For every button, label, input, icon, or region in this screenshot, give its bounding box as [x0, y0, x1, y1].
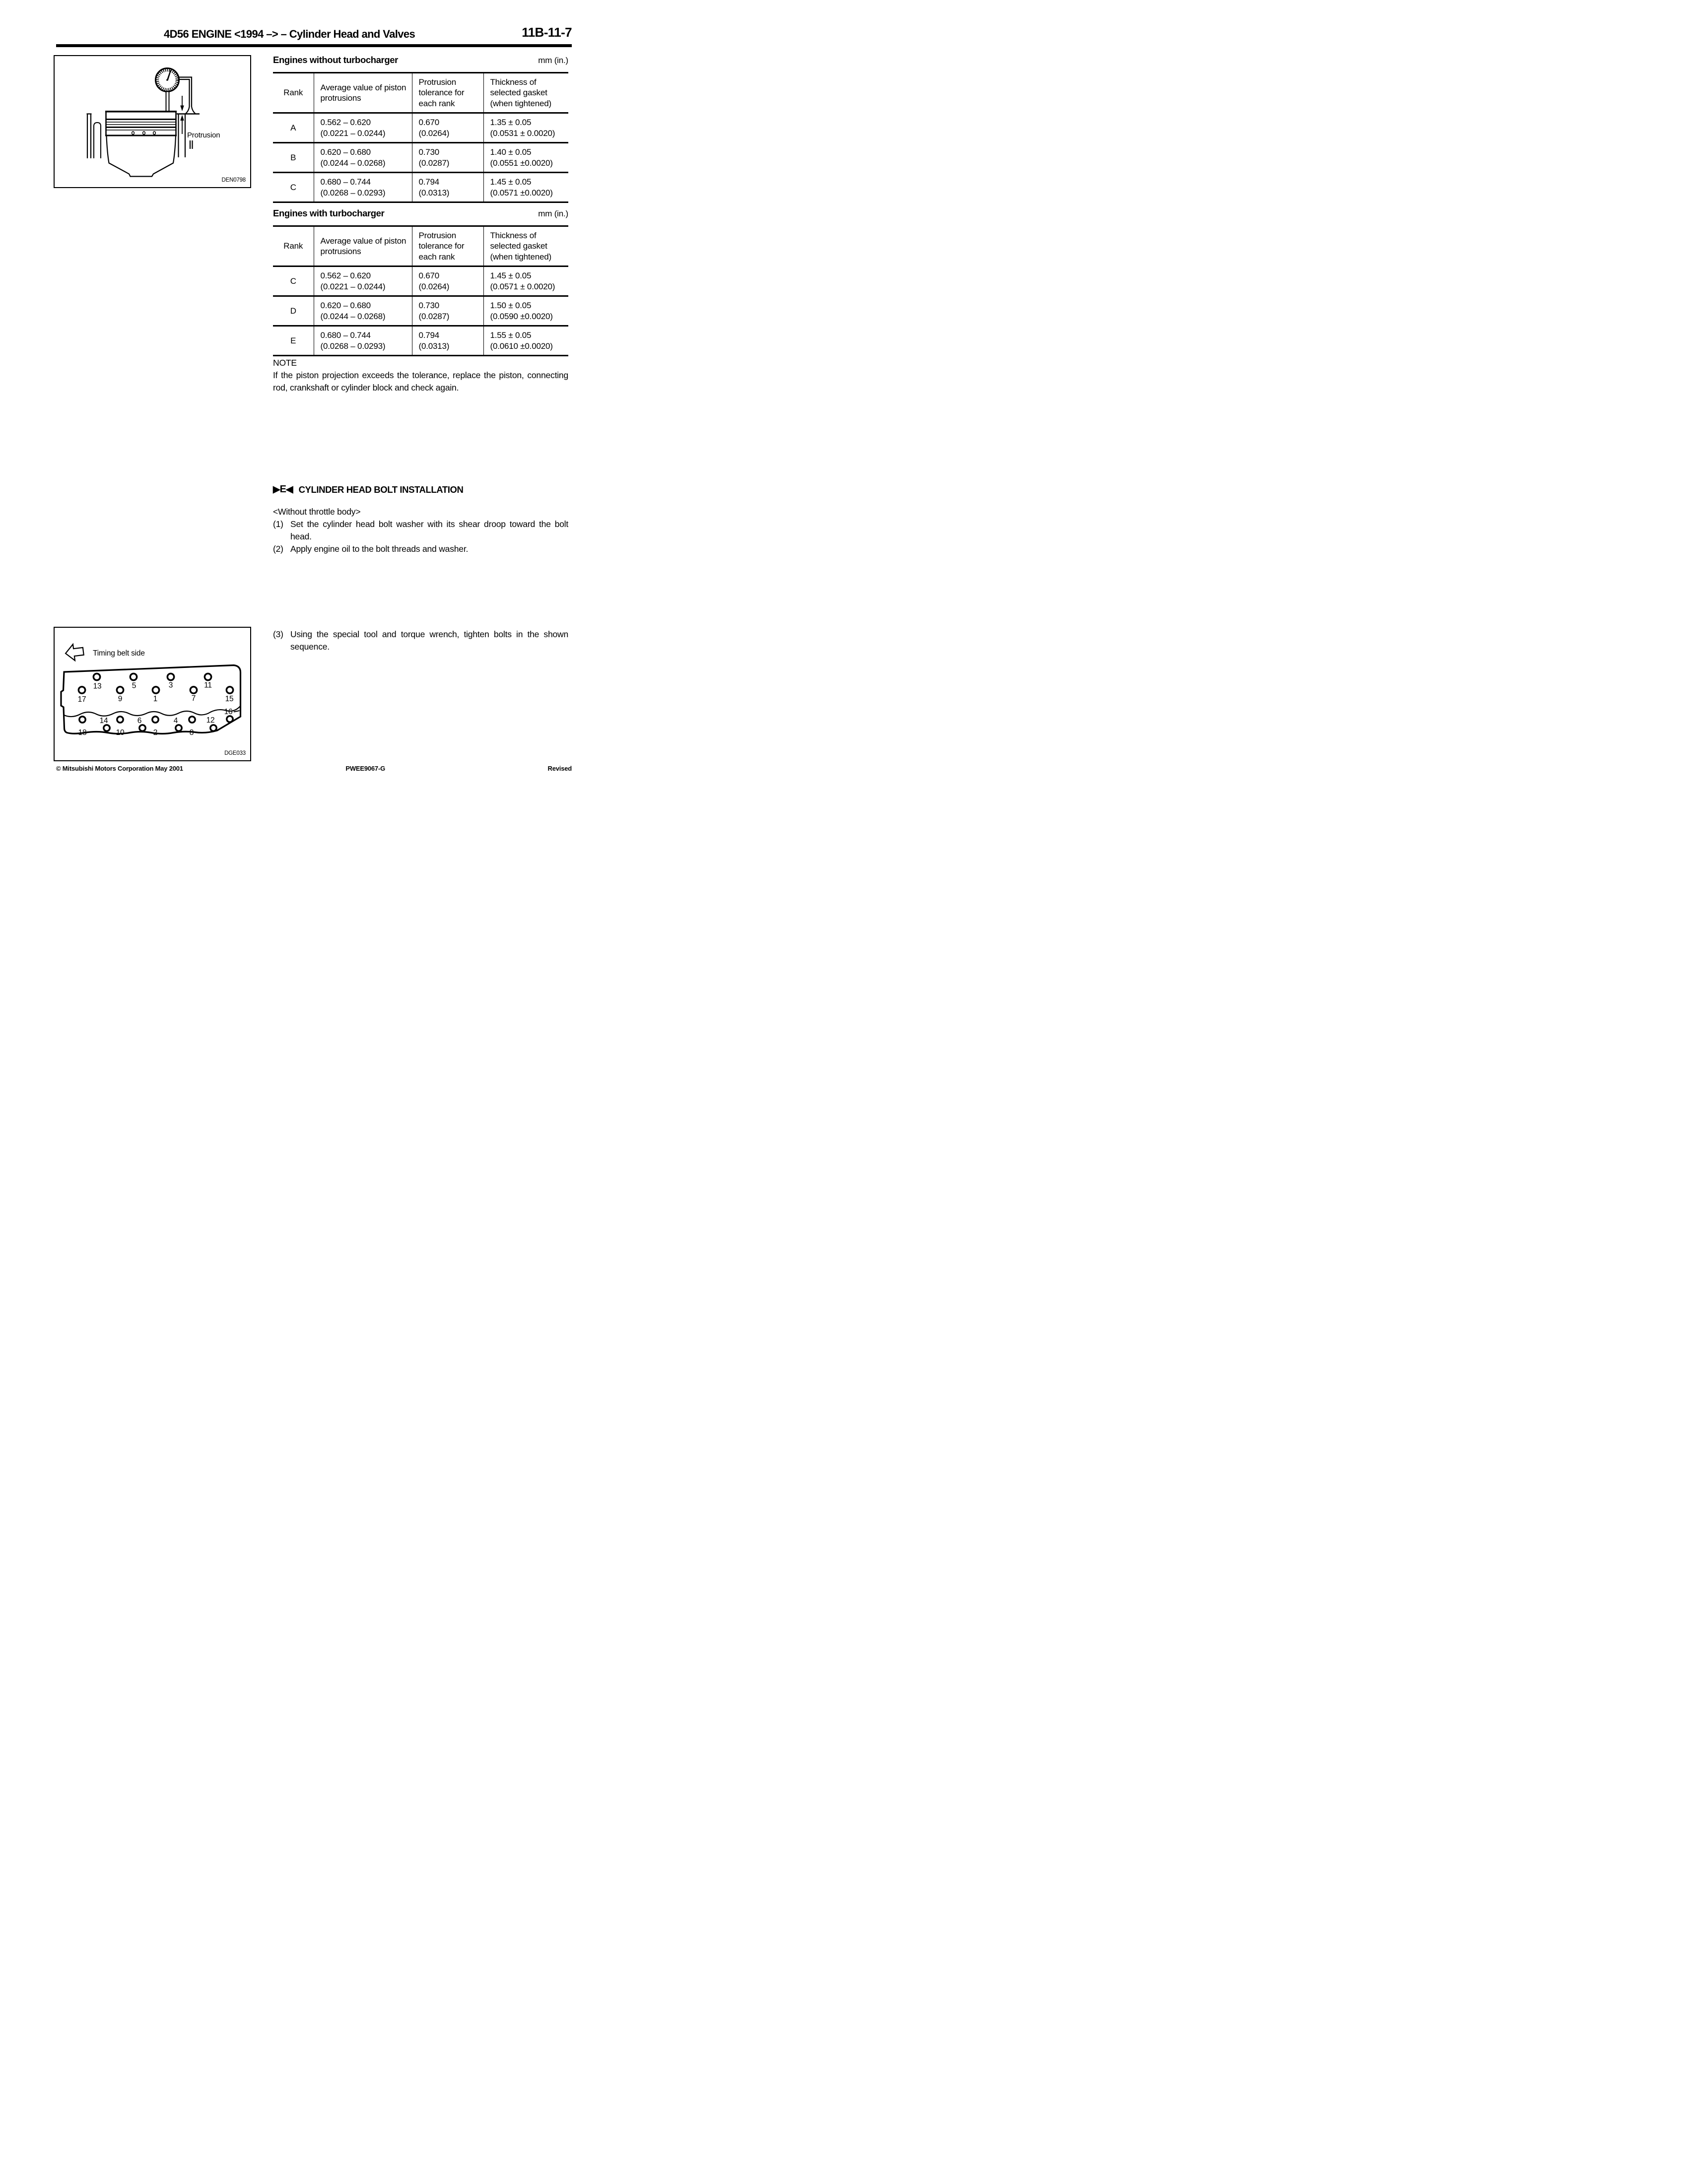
cell-average: 0.562 – 0.620 (0.0221 – 0.0244)	[314, 113, 412, 143]
bolt-number: 8	[189, 728, 194, 737]
table-row	[273, 173, 568, 202]
protrusion-label: Protrusion	[187, 131, 220, 139]
cell-thickness: 1.45 ± 0.05 (0.0571 ±0.0020)	[483, 173, 568, 202]
spec-table-with-turbo	[273, 225, 568, 356]
bolt-number: 3	[168, 681, 173, 690]
bolt-number: 17	[77, 695, 86, 704]
step-3-block	[273, 628, 568, 653]
timing-belt-side-label: Timing belt side	[93, 649, 145, 658]
cell-rank: A	[290, 123, 296, 132]
table-block-without-turbo	[273, 55, 568, 203]
figure-code: DGE033	[224, 750, 246, 756]
cell-tolerance: 0.794 (0.0313)	[412, 326, 483, 356]
bolt-number: 15	[225, 695, 234, 703]
piston	[105, 111, 177, 177]
col-header-average: Average value of piston protrusions	[314, 73, 412, 113]
bolt-number: 11	[204, 681, 212, 690]
gauge-stem	[166, 92, 169, 112]
col-header-thickness: Thickness of selected gasket (when tightened)	[483, 73, 568, 113]
page-title: 4D56 ENGINE <1994 –> – Cylinder Head and Valves	[164, 28, 415, 40]
cell-tolerance: 0.670 (0.0264)	[412, 113, 483, 143]
protrusion-arrows	[180, 96, 184, 134]
step-number: (1)	[273, 519, 283, 529]
table-header-row	[273, 226, 568, 266]
col-header-tolerance: Protrusion tolerance for each rank	[412, 73, 483, 113]
triangle-right-icon: ▶	[273, 484, 280, 495]
manual-page	[0, 0, 608, 786]
section-marker	[273, 484, 293, 495]
triangle-left-icon: ◀	[285, 484, 293, 495]
cell-average: 0.680 – 0.744 (0.0268 – 0.0293)	[314, 173, 412, 202]
step-text: Set the cylinder head bolt washer with its shear droop toward the bolt head.	[290, 519, 568, 541]
cell-thickness: 1.35 ± 0.05 (0.0531 ± 0.0020)	[483, 113, 568, 143]
bolt-number: 14	[99, 717, 108, 725]
bolt-number: 1	[153, 695, 158, 703]
note-body: If the piston projection exceeds the tolerance, replace the piston, connecting rod, crankshaft or cylinder block and check again.	[273, 370, 568, 393]
table-units: mm (in.)	[538, 209, 568, 218]
note-block	[273, 357, 568, 394]
step-text: Apply engine oil to the bolt threads and washer.	[290, 544, 469, 554]
footer-doc-code: PWEE9067-G	[345, 765, 386, 772]
footer-copyright: © Mitsubishi Motors Corporation May 2001	[56, 765, 183, 772]
bolt-number: 5	[132, 681, 136, 690]
table-row	[273, 296, 568, 326]
cell-rank: E	[290, 335, 296, 345]
step-3	[273, 628, 568, 653]
table-title: Engines without turbocharger	[273, 55, 398, 65]
bolt-sequence-drawing	[55, 628, 250, 760]
section-subheading: <Without throttle body>	[273, 507, 361, 517]
table-row	[273, 266, 568, 296]
figure-code: DEN0798	[221, 177, 246, 183]
bolt-number: 18	[78, 728, 87, 737]
bolt-number: 7	[191, 694, 196, 703]
note-heading: NOTE	[273, 358, 297, 368]
step-1	[273, 518, 568, 543]
bolt-number: 12	[206, 716, 215, 725]
table-row	[273, 113, 568, 143]
cell-rank: C	[290, 182, 296, 192]
dial-gauge-icon	[156, 68, 179, 92]
table-block-with-turbo	[273, 208, 568, 356]
cell-rank: B	[290, 152, 296, 162]
cell-rank: C	[290, 276, 296, 286]
bolt-number: 2	[153, 728, 158, 737]
cell-average: 0.680 – 0.744 (0.0268 – 0.0293)	[314, 326, 412, 356]
block-left-wall	[87, 114, 101, 159]
cell-tolerance: 0.730 (0.0287)	[412, 296, 483, 326]
step-number: (3)	[273, 629, 283, 639]
table-row	[273, 143, 568, 173]
cell-average: 0.620 – 0.680 (0.0244 – 0.0268)	[314, 296, 412, 326]
cell-thickness: 1.55 ± 0.05 (0.0610 ±0.0020)	[483, 326, 568, 356]
step-text: Using the special tool and torque wrench, tighten bolts in the shown sequence.	[290, 629, 568, 652]
bolt-number: 10	[116, 728, 125, 737]
cell-tolerance: 0.670 (0.0264)	[412, 266, 483, 296]
spec-table-without-turbo	[273, 72, 568, 203]
bolt-number: 4	[173, 717, 178, 725]
section-heading: CYLINDER HEAD BOLT INSTALLATION	[298, 484, 464, 495]
arrow-left-icon	[65, 643, 84, 662]
col-header-thickness: Thickness of selected gasket (when tightened)	[483, 226, 568, 266]
cell-rank: D	[290, 306, 296, 316]
bolt-number: 13	[93, 682, 102, 691]
piston-protrusion-drawing	[55, 56, 250, 187]
col-header-average: Average value of piston protrusions	[314, 226, 412, 266]
bolt-number: 9	[118, 695, 123, 703]
col-header-rank: Rank	[283, 88, 303, 98]
cell-thickness: 1.40 ± 0.05 (0.0551 ±0.0020)	[483, 143, 568, 173]
step-2	[273, 543, 568, 555]
header-rule	[56, 44, 572, 47]
footer-status: Revised	[547, 765, 572, 772]
figure-bolt-sequence	[54, 627, 251, 761]
page-footer	[56, 765, 572, 772]
table-header-row	[273, 73, 568, 113]
cell-tolerance: 0.794 (0.0313)	[412, 173, 483, 202]
cell-thickness: 1.50 ± 0.05 (0.0590 ±0.0020)	[483, 296, 568, 326]
step-number: (2)	[273, 544, 283, 554]
bolt-number: 6	[137, 717, 142, 725]
cell-average: 0.620 – 0.680 (0.0244 – 0.0268)	[314, 143, 412, 173]
section-letter: E	[279, 484, 286, 495]
table-title: Engines with turbocharger	[273, 208, 385, 218]
col-header-tolerance: Protrusion tolerance for each rank	[412, 226, 483, 266]
piston-skirt	[107, 136, 176, 177]
figure-piston-protrusion	[54, 55, 251, 188]
table-units: mm (in.)	[538, 56, 568, 65]
cell-thickness: 1.45 ± 0.05 (0.0571 ± 0.0020)	[483, 266, 568, 296]
table-row	[273, 326, 568, 356]
section-cylinder-head-bolt-installation	[273, 484, 568, 555]
cell-average: 0.562 – 0.620 (0.0221 – 0.0244)	[314, 266, 412, 296]
cell-tolerance: 0.730 (0.0287)	[412, 143, 483, 173]
page-number: 11B-11-7	[522, 25, 572, 40]
bolt-number: 16	[224, 708, 233, 716]
col-header-rank: Rank	[283, 241, 303, 251]
